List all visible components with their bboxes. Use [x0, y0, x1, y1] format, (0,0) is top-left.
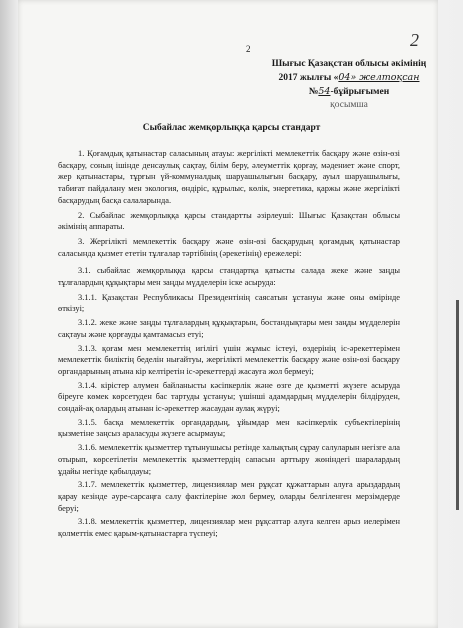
- handwritten-number: 54: [318, 86, 331, 97]
- scan-edge-mark: [456, 300, 459, 510]
- approval-line-1: Шығыс Қазақстан облысы әкімінің: [271, 59, 427, 69]
- paragraph-3: 3. Жергілікті мемлекеттік басқару және өзін-өзі басқарудың қоғамдық қатынастар саласында қызмет ететін тұлғалар тәртібінің (әрекетінің) ережелері:: [58, 236, 400, 258]
- document-body: [58, 148, 400, 542]
- list-item: 3.1.7. мемлекеттік қызметтер, лицензиялар мен рұқсат құжаттарын алуға арыздардың қарау кезінде әуре-сарсаңға салу фактілеріне жол бермеу, оларды белгіленген мерзімдерде беруі;: [58, 480, 400, 513]
- paragraph-1: 1. Қоғамдық қатынастар саласының атауы: жергілікті мемлекеттік басқару және өзін-өзі басқару, соның ішінде денсаулық сақтау, білім беру, әлеуметтік қорғау, мәдениет және спорт, жер қатынастары, тұрғын үй-коммуналдық шаруашылығын басқару, ауыл шаруашылығы, табиғат пайдалану мен экология, өндіріс, құрылыс, көлік, энергетика, қаржы және жергілікті басқарудың басқа салаларында.: [58, 149, 400, 205]
- list-item: 3.1.6. мемлекеттік қызметтер тұтынушысы ретінде халықтың сұрау салуларын негізге ала отырып, көрсетілетін мемлекеттік қызметтердің сапасын арттыру жөніндегі шаралардың ұдайы негізде қабылдауы;: [58, 443, 400, 476]
- page-number: 2: [246, 44, 251, 54]
- approval-number-suffix: -бұйрығымен: [330, 87, 390, 97]
- list-item: 3.1.5. басқа мемлекеттік органдардың, ұйымдар мен кәсіпкерлік субъектілерінің қызметіне заңсыз араласуды жүзеге асырмауы;: [58, 417, 400, 439]
- list-item: 3.1.8. мемлекеттік қызметтер, лицензиялар мен рұқсаттар алуға келген арыз иелерімен қолметтік емес қарым-қатынастарға түспеуі;: [58, 517, 400, 539]
- document-page: [18, 0, 438, 628]
- list-item: 3.1.1. Қазақстан Республикасы Президентінің саясатын ұстануы және оны өмірінде өткізуі;: [58, 292, 400, 314]
- approval-stamp-block: [264, 58, 434, 112]
- paragraph-2: 2. Сыбайлас жемқорлыққа қарсы стандартты әзірлеуші: Шығыс Қазақстан облысы әкімінің аппараты.: [58, 210, 400, 232]
- document-title: Сыбайлас жемқорлыққа қарсы стандарт: [142, 123, 321, 133]
- list-item: 3.1.4. кірістер алумен байланысты кәсіпкерлік және өзге де қызметті жүзеге асыруда біреуге көмек көрсетуден бас тартуды ұстануы; үшінші адамдардың мүдделерін білдіруден, сондай-ақ олардың атынан іс-әрекеттер жасаудан аулақ жүруі;: [58, 380, 400, 414]
- approval-line-2: [264, 71, 434, 85]
- approval-date-prefix: 2017 жылғы «: [278, 73, 339, 83]
- approval-line-3: [264, 85, 434, 99]
- approval-number-prefix: №: [308, 87, 319, 97]
- section-intro: 3.1. сыбайлас жемқорлыққа қарсы стандартқа қатысты салада жеке және заңды тұлғалардың құқықтары мен заңды мүдделерін іске асыруда:: [58, 266, 400, 288]
- list-item: 3.1.2. жеке және заңды тұлғалардың құқықтарын, бостандықтары мен заңды мүдделерін сақтауы және қорғауды қамтамасыз етуі;: [58, 318, 400, 339]
- list-item: 3.1.3. қоғам мен мемлекеттің игілігі үшін жұмыс істеуі, өздерінің іс-әрекеттерімен мемлекеттік биліктің беделін нығайтуы, жергілікті мемлекеттік басқару және өзін-өзі басқару органдарының атына кір келтіретін іс-әрекеттерді жасауға жол бермеуі;: [58, 343, 400, 376]
- handwritten-date: 04» желтоқсан: [338, 72, 420, 83]
- handwritten-page-number: 2: [410, 30, 419, 50]
- approval-line-4: қосымша: [330, 100, 368, 110]
